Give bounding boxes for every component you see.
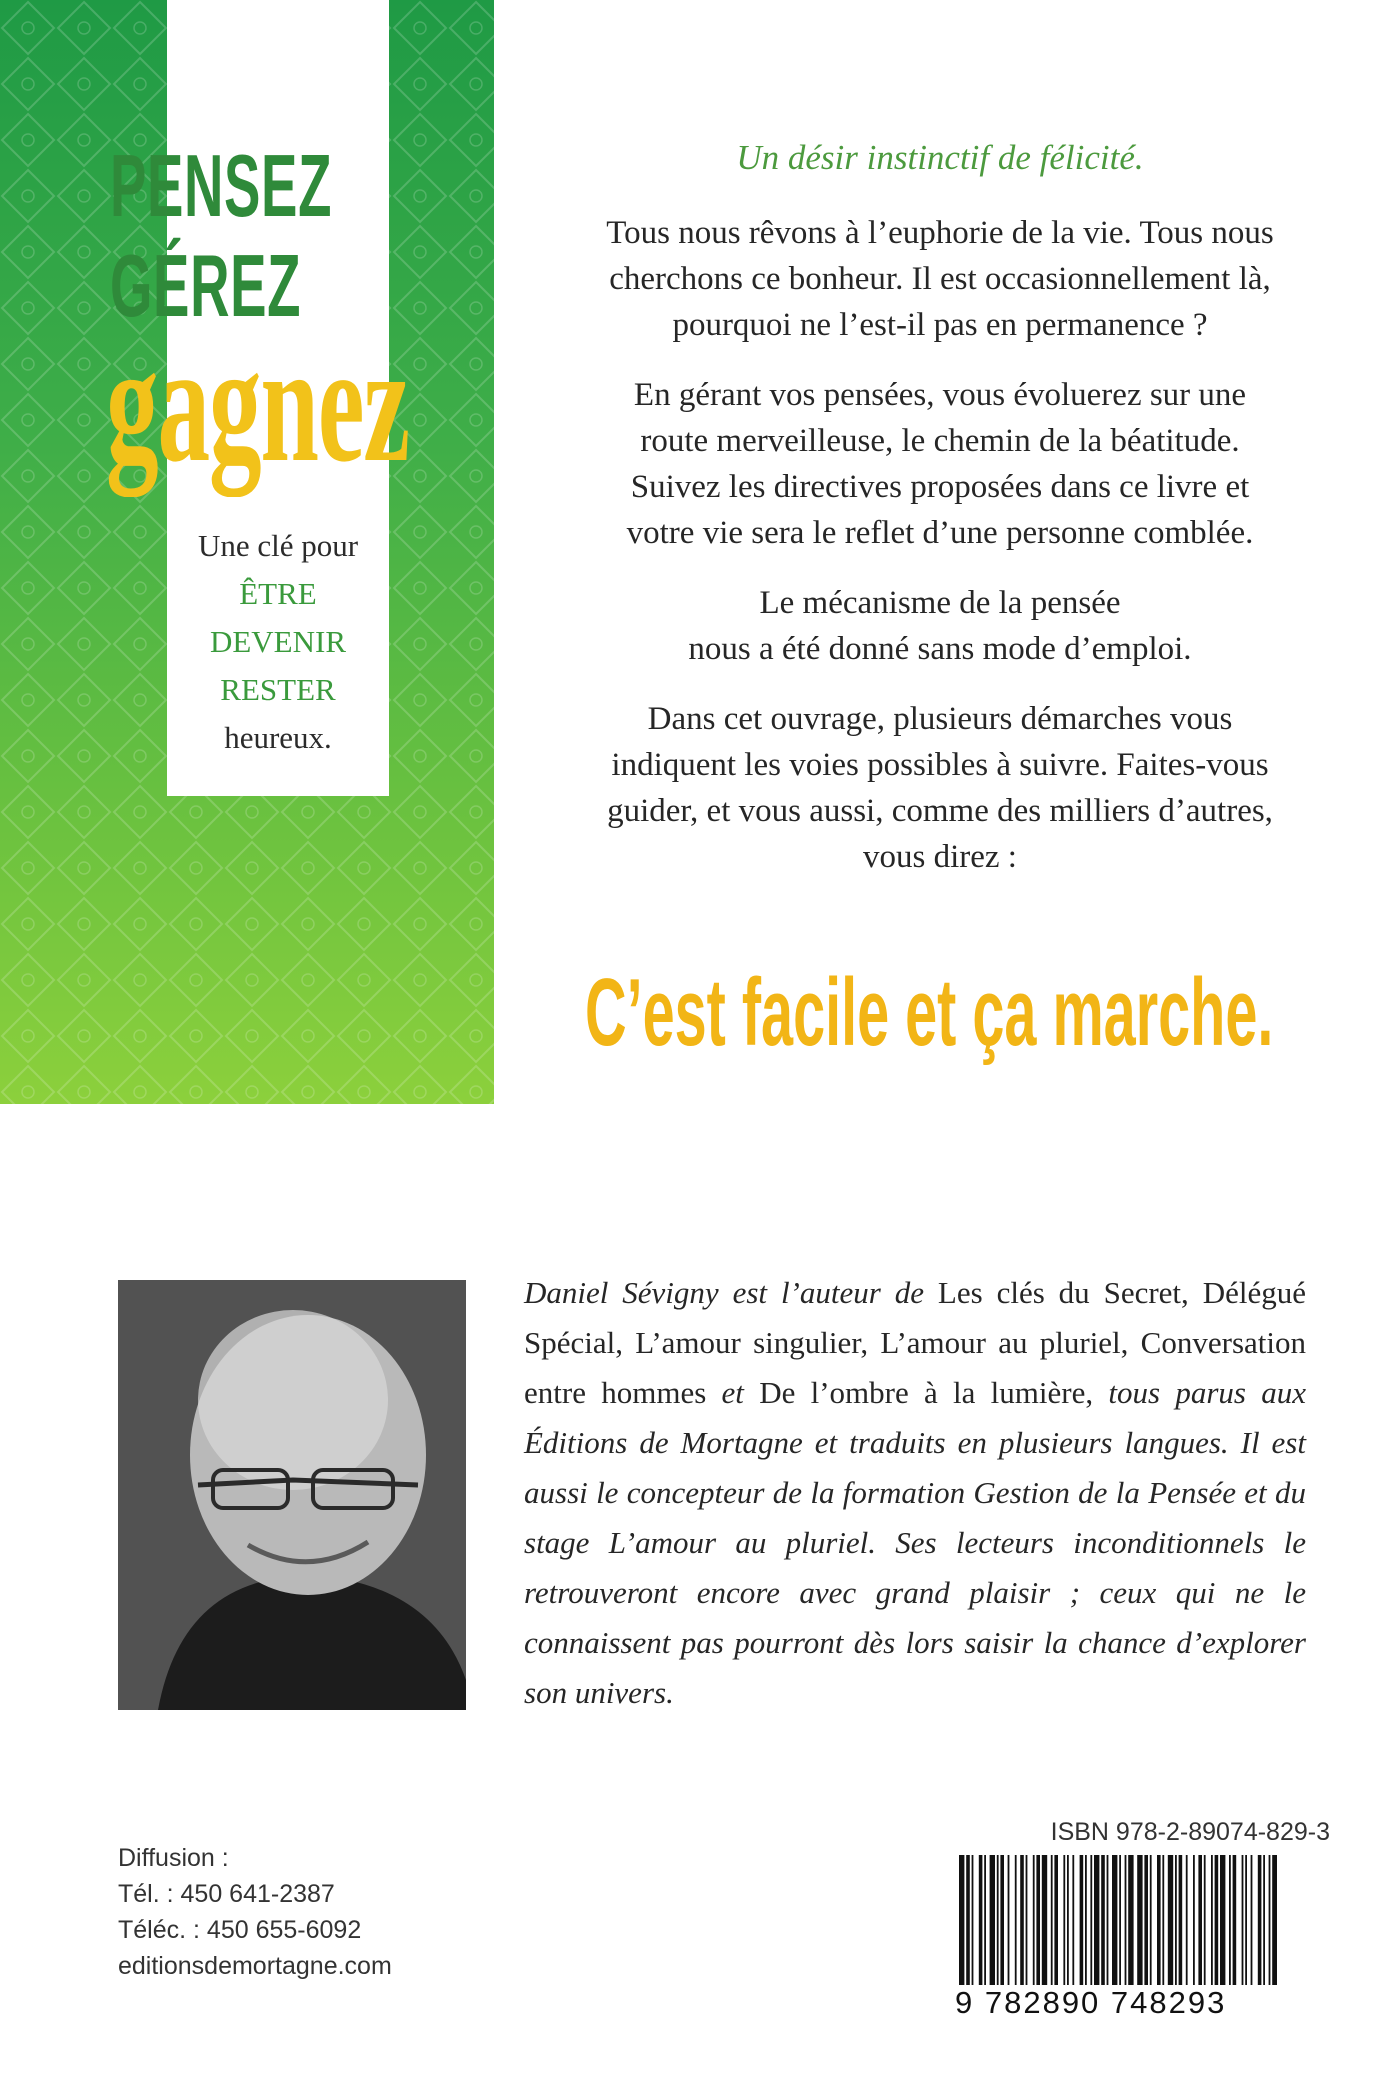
barcode-bar (1269, 1855, 1271, 2005)
barcode-bar (1128, 1855, 1133, 2005)
paragraph-line: cherchons ce bonheur. Il est occasionnellement là, (609, 261, 1271, 297)
barcode-bar (1015, 1855, 1017, 2005)
barcode-bar (1272, 1855, 1277, 2005)
barcode-bar (1204, 1855, 1206, 2005)
barcode-bar (1063, 1855, 1065, 2005)
barcode-bar (1242, 1855, 1244, 2005)
paragraph-line: indiquent les voies possibles à suivre. Faites-vous (611, 747, 1269, 783)
barcode-bar (1186, 1855, 1188, 2005)
title-gerez: GÉREZ (110, 236, 302, 335)
barcode-bar (1051, 1855, 1053, 2005)
bio-part-1: Daniel Sévigny est l’auteur de (524, 1275, 924, 1310)
isbn: ISBN 978-2-89074-829-3 (1050, 1818, 1330, 1846)
diffusion-website: editionsdemortagne.com (118, 1952, 392, 1980)
barcode-bar (984, 1855, 986, 2005)
barcode-bar (1112, 1855, 1117, 2005)
barcode-digits: 9 782890 748293 (955, 1985, 1277, 2021)
barcode-bar (966, 1855, 970, 2005)
barcode-bar (1054, 1855, 1058, 2005)
barcode-bar (1000, 1855, 1004, 2005)
paragraph-3 (555, 580, 1325, 672)
barcode-bar (1215, 1855, 1219, 2005)
barcode-bar (979, 1855, 983, 2005)
barcode-bar (997, 1855, 999, 2005)
card-text-block (167, 522, 389, 762)
barcode-bar (1198, 1855, 1202, 2005)
barcode-bar (1233, 1855, 1237, 2005)
barcode-bar (1251, 1855, 1253, 2005)
barcode-bar (1036, 1855, 1040, 2005)
barcode-bar (1258, 1855, 1262, 2005)
barcode-bar (1179, 1855, 1183, 2005)
diffusion-label: Diffusion : (118, 1844, 229, 1872)
paragraph-line: nous a été donné sans mode d’emploi. (688, 631, 1192, 667)
diffusion-tel: Tél. : 450 641-2387 (118, 1880, 335, 1908)
barcode-bar (959, 1855, 964, 2005)
paragraph-line: Le mécanisme de la pensée (759, 585, 1121, 621)
barcode-bar (1026, 1855, 1028, 2005)
barcode-bar (1229, 1855, 1231, 2005)
barcode-bar (1072, 1855, 1074, 2005)
paragraph-4 (555, 696, 1325, 880)
barcode-bar (1008, 1855, 1010, 2005)
barcode-bar (1094, 1855, 1099, 2005)
barcode-bar (1144, 1855, 1148, 2005)
barcode-bar (1042, 1855, 1047, 2005)
author-photo (118, 1280, 466, 1710)
paragraph-line: vous direz : (863, 839, 1017, 875)
bio-part-5: tous parus aux Éditions de Mortagne et traduits en plusieurs langues. Il est aussi le concepteur de la formation Gestion de la Pensée et du stage L’amour au pluriel. Ses lecteurs inconditionnels le retrouveront encore avec grand plaisir ; ceux qui ne le connaissent pas pourront dès lors saisir la chance d’explorer son univers. (524, 1375, 1306, 1710)
paragraph-line: Dans cet ouvrage, plusieurs démarches vous (647, 701, 1233, 737)
barcode-bar (1220, 1855, 1225, 2005)
barcode-bar (990, 1855, 995, 2005)
paragraph-1 (555, 210, 1325, 348)
barcode-bar (972, 1855, 974, 2005)
card-intro: Une clé pour (197, 528, 359, 563)
barcode-bar (1033, 1855, 1035, 2005)
paragraph-line: Suivez les directives proposées dans ce livre et (630, 469, 1250, 505)
paragraph-line: pourquoi ne l’est-il pas en permanence ? (672, 307, 1208, 343)
barcode-bar (1193, 1855, 1195, 2005)
barcode-bar (1150, 1855, 1152, 2005)
author-bio (524, 1268, 1306, 1718)
paragraph-line: votre vie sera le reflet d’une personne comblée. (626, 515, 1254, 551)
barcode-bar (1175, 1855, 1177, 2005)
card-word-rester: RESTER (220, 672, 336, 707)
title-gagnez: gagnez (106, 309, 409, 497)
barcode-bar (1101, 1855, 1105, 2005)
paragraph-line: Tous nous rêvons à l’euphorie de la vie. Tous nous (606, 215, 1274, 251)
tagline: Un désir instinctif de félicité. (736, 138, 1144, 177)
barcode-bar (1211, 1855, 1213, 2005)
slogan: C’est facile et ça marche. (585, 959, 1274, 1066)
paragraph-line: En gérant vos pensées, vous évoluerez sur une (633, 377, 1247, 413)
barcode-bar (1157, 1855, 1161, 2005)
barcode-bar (1137, 1855, 1142, 2005)
bio-part-4: De l’ombre à la lumière, (743, 1375, 1109, 1410)
barcode-bar (1245, 1855, 1247, 2005)
barcode-bar (1080, 1855, 1084, 2005)
barcode-bar (1119, 1855, 1121, 2005)
card-outro: heureux. (224, 720, 332, 755)
barcode-bar (1067, 1855, 1069, 2005)
diffusion-fax: Téléc. : 450 655-6092 (118, 1916, 362, 1944)
barcode-bar (1125, 1855, 1127, 2005)
paragraph-line: guider, et vous aussi, comme des milliers d’autres, (607, 793, 1273, 829)
bio-part-2: Les clés du Secret, Délégué Spécial, L’amour singulier, L’amour au pluriel, Conversation entre hommes (524, 1275, 1306, 1410)
diffusion-block (118, 1840, 518, 1984)
barcode-bar (1020, 1855, 1024, 2005)
barcode-bar (1107, 1855, 1109, 2005)
barcode-bar (1168, 1855, 1173, 2005)
card-word-devenir: DEVENIR (209, 624, 347, 659)
card-word-etre: ÊTRE (239, 576, 317, 611)
barcode-bar (1085, 1855, 1087, 2005)
barcode-bar (1090, 1855, 1092, 2005)
bio-part-3: et (721, 1375, 744, 1410)
paragraph-2 (555, 372, 1325, 556)
title-pensez: PENSEZ (110, 136, 333, 235)
barcode-bar (1263, 1855, 1265, 2005)
author-portrait-icon (118, 1280, 466, 1710)
paragraph-line: route merveilleuse, le chemin de la béatitude. (640, 423, 1240, 459)
barcode-bar (1162, 1855, 1164, 2005)
